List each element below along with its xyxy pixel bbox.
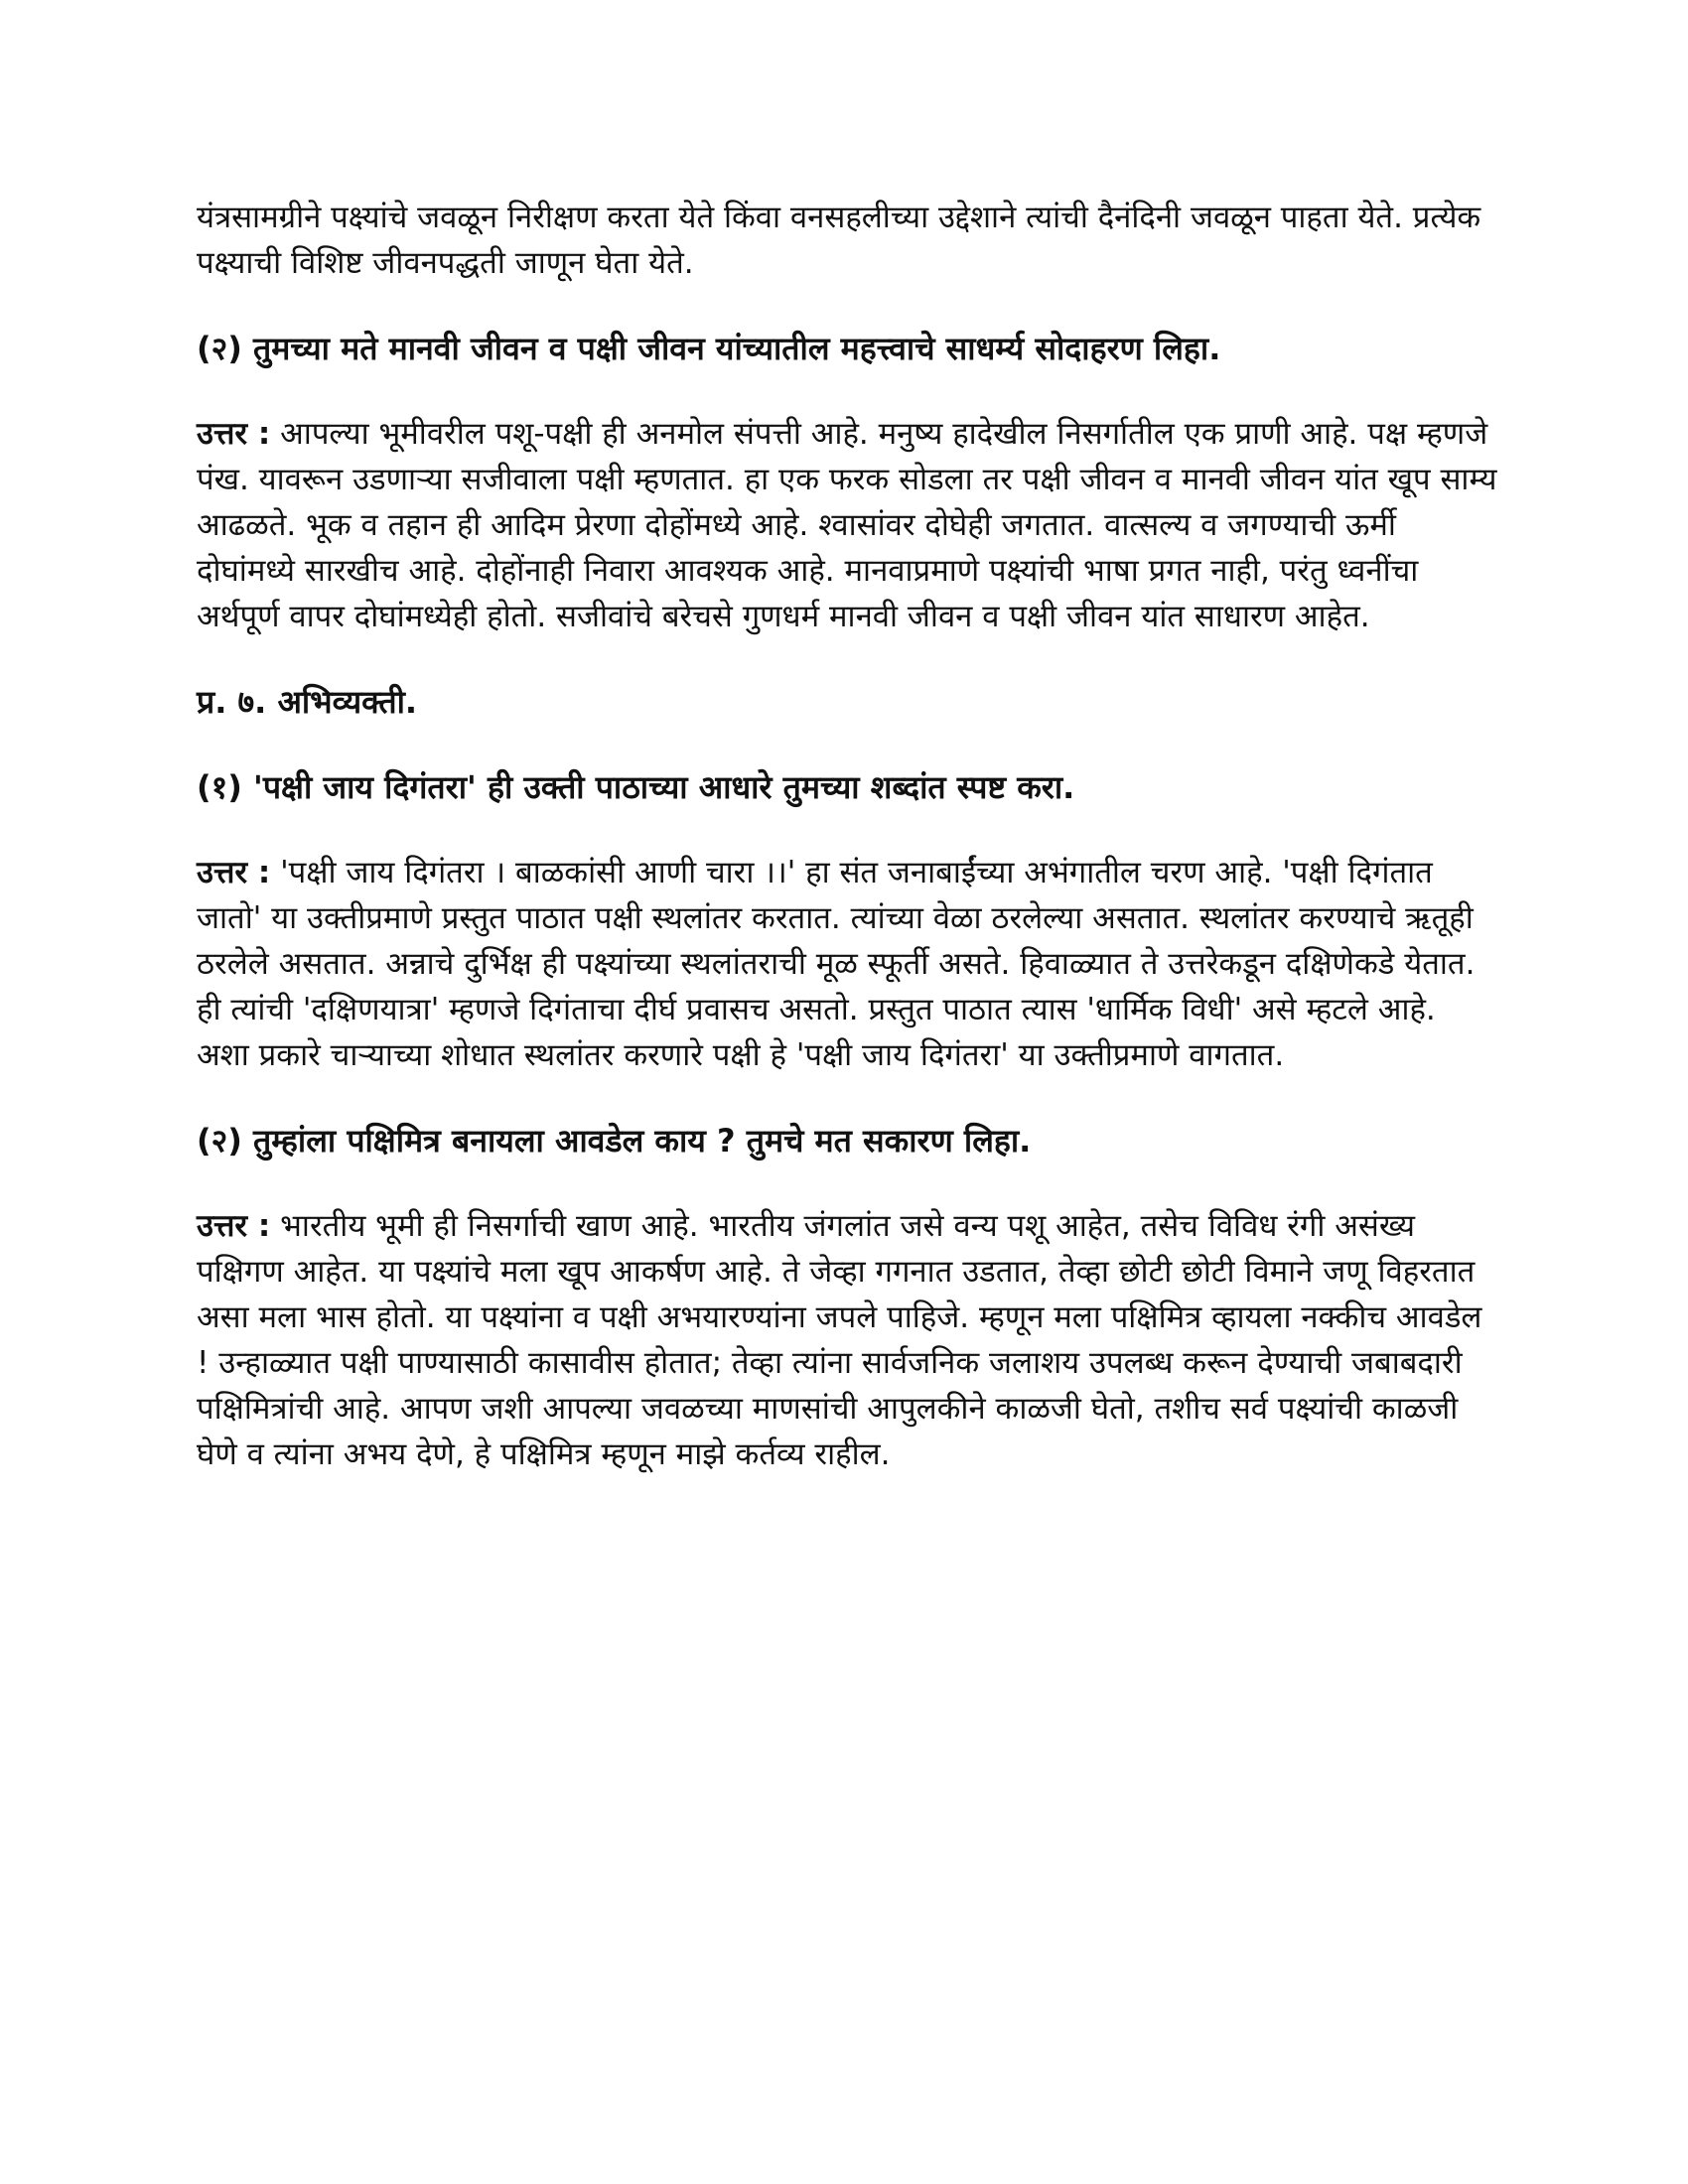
answer-label: उत्तर : <box>197 1208 271 1244</box>
document-page <box>197 195 1497 1477</box>
answer-text: 'पक्षी जाय दिगंतरा । बाळकांसी आणी चारा ।।' हा संत जनाबाईंच्या अभंगातील चरण आहे. 'पक्षी दिगंतात जातो' या उक्तीप्रमाणे प्रस्तुत पाठात पक्षी स्थलांतर करतात. त्यांच्या वेळा ठरलेल्या असतात. स्थलांतर करण्याचे ऋतूही ठरलेले असतात. अन्नाचे दुर्भिक्ष ही पक्ष्यांच्या स्थलांतराची मूळ स्फूर्ती असते. हिवाळ्यात ते उत्तरेकडून दक्षिणेकडे येतात. ही त्यांची 'दक्षिणयात्रा' म्हणजे दिगंताचा दीर्घ प्रवासच असतो. प्रस्तुत पाठात त्यास 'धार्मिक विधी' असे म्हटले आहे. अशा प्रकारे चाऱ्याच्या शोधात स्थलांतर करणारे पक्षी हे 'पक्षी जाय दिगंतरा' या उक्तीप्रमाणे वागतात. <box>197 855 1476 1073</box>
answer-2-similarity <box>197 411 1497 639</box>
answer-label: उत्तर : <box>197 855 271 890</box>
answer-text: आपल्या भूमीवरील पशू-पक्षी ही अनमोल संपत्ती आहे. मनुष्य हादेखील निसर्गातील एक प्राणी आहे. पक्ष म्हणजे पंख. यावरून उडणाऱ्या सजीवाला पक्षी म्हणतात. हा एक फरक सोडला तर पक्षी जीवन व मानवी जीवन यांत खूप साम्य आढळते. भूक व तहान ही आदिम प्रेरणा दोहोंमध्ये आहे. श्वासांवर दोघेही जगतात. वात्सल्य व जगण्याची ऊर्मी दोघांमध्ये सारखीच आहे. दोहोंनाही निवारा आवश्यक आहे. मानवाप्रमाणे पक्ष्यांची भाषा प्रगत नाही, परंतु ध्वनींचा अर्थपूर्ण वापर दोघांमध्येही होतो. सजीवांचे बरेचसे गुणधर्म मानवी जीवन व पक्षी जीवन यांत साधारण आहेत. <box>197 416 1497 634</box>
answer-2-pakshimitra <box>197 1203 1497 1477</box>
answer-text: भारतीय भूमी ही निसर्गाची खाण आहे. भारतीय जंगलांत जसे वन्य पशू आहेत, तसेच विविध रंगी असंख्य पक्षिगण आहेत. या पक्ष्यांचे मला खूप आकर्षण आहे. ते जेव्हा गगनात उडतात, तेव्हा छोटी छोटी विमाने जणू विहरतात असा मला भास होतो. या पक्ष्यांना व पक्षी अभयारण्यांना जपले पाहिजे. म्हणून मला पक्षिमित्र व्हायला नक्कीच आवडेल ! उन्हाळ्यात पक्षी पाण्यासाठी कासावीस होतात; तेव्हा त्यांना सार्वजनिक जलाशय उपलब्ध करून देण्याची जबाबदारी पक्षिमित्रांची आहे. आपण जशी आपल्या जवळच्या माणसांची आपुलकीने काळजी घेतो, तशीच सर्व पक्ष्यांची काळजी घेणे व त्यांना अभय देणे, हे पक्षिमित्र म्हणून माझे कर्तव्य राहील. <box>197 1208 1482 1472</box>
answer-1-digantara <box>197 850 1497 1078</box>
question-2-similarity: (२) तुमच्या मते मानवी जीवन व पक्षी जीवन यांच्यातील महत्त्वाचे साधर्म्य सोदाहरण लिहा. <box>197 330 1221 367</box>
question-1-digantara: (१) 'पक्षी जाय दिगंतरा' ही उक्ती पाठाच्या आधारे तुमच्या शब्दांत स्पष्ट करा. <box>197 768 1075 806</box>
question-2-pakshimitra: (२) तुम्हांला पक्षिमित्र बनायला आवडेल काय ? तुमचे मत सकारण लिहा. <box>197 1122 1032 1160</box>
intro-paragraph: यंत्रसामग्रीने पक्ष्यांचे जवळून निरीक्षण करता येते किंवा वनसहलीच्या उद्देशाने त्यांची दैनंदिनी जवळून पाहता येते. प्रत्येक पक्ष्याची विशिष्ट जीवनपद्धती जाणून घेता येते. <box>197 200 1481 281</box>
answer-label: उत्तर : <box>197 416 271 452</box>
section-7-heading: प्र. ७. अभिव्यक्ती. <box>197 683 418 721</box>
